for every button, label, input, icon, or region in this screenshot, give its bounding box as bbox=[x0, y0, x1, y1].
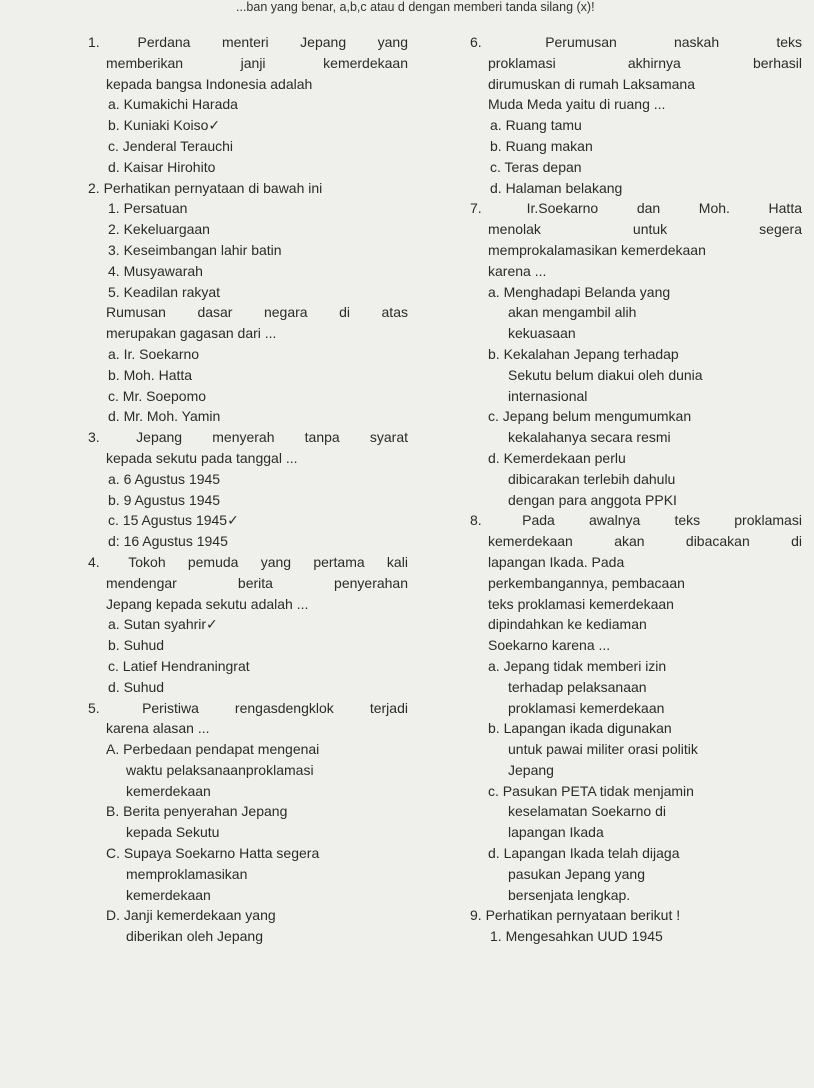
question-line: merupakan gagasan dari ... bbox=[106, 325, 277, 342]
option-line: keselamatan Soekarno di bbox=[508, 803, 666, 820]
word: Tokoh bbox=[128, 553, 166, 570]
word: di bbox=[339, 304, 350, 321]
option-line: untuk pawai militer orasi politik bbox=[508, 741, 698, 758]
option-line: a. Jepang tidak memberi izin bbox=[488, 657, 667, 674]
word: dan bbox=[636, 200, 661, 217]
statement-item: 5. Keadilan rakyat bbox=[108, 283, 221, 300]
option-a[interactable]: a. Ruang tamu bbox=[490, 117, 582, 134]
word: tanpa bbox=[304, 429, 340, 446]
question-line: kepada sekutu pada tanggal ... bbox=[106, 449, 298, 466]
option-line: memproklamasikan bbox=[126, 865, 248, 882]
word: janji bbox=[240, 54, 266, 71]
word: memberikan bbox=[106, 54, 184, 71]
option-line: kepada Sekutu bbox=[126, 824, 220, 841]
option-line: A. Perbedaan pendapat mengenai bbox=[106, 741, 320, 758]
option-d[interactable]: d. Mr. Moh. Yamin bbox=[108, 408, 221, 425]
left-column bbox=[88, 32, 408, 947]
word: dibacakan bbox=[685, 533, 750, 550]
option-d[interactable]: d. Suhud bbox=[108, 678, 165, 695]
word: kemerdekaan bbox=[323, 54, 408, 71]
word: akhirnya bbox=[627, 54, 681, 71]
option-line: terhadap pelaksanaan bbox=[508, 678, 647, 695]
option-line: lapangan Ikada bbox=[508, 824, 604, 841]
option-line: kekuasaan bbox=[508, 325, 576, 342]
question-line: Jepang kepada sekutu adalah ... bbox=[106, 595, 309, 612]
option-line: pasukan Jepang yang bbox=[508, 865, 645, 882]
option-b[interactable]: b. 9 Agustus 1945 bbox=[108, 491, 221, 508]
option-line: d. Lapangan Ikada telah dijaga bbox=[488, 845, 680, 862]
word: Pada bbox=[522, 512, 555, 529]
statement-item: 1. Mengesahkan UUD 1945 bbox=[490, 928, 663, 945]
question-line: 7. Ir.Soekarno dan Moh. Hatta bbox=[488, 198, 802, 219]
question-line: 2. Perhatikan pernyataan di bawah ini bbox=[88, 179, 323, 196]
question-6 bbox=[470, 32, 802, 198]
question-2-continued bbox=[88, 302, 408, 344]
question-6-text bbox=[470, 32, 802, 115]
question-5-text bbox=[88, 698, 408, 740]
option-b[interactable] bbox=[470, 718, 802, 780]
question-line bbox=[488, 53, 802, 74]
question-line: 4. Tokoh pemuda yang pertama kali bbox=[106, 552, 408, 573]
question-2 bbox=[88, 178, 408, 428]
question-line: memprokalamasikan kemerdekaan bbox=[488, 241, 706, 258]
question-4-text bbox=[88, 552, 408, 614]
word: di bbox=[791, 533, 802, 550]
option-d[interactable]: d. Halaman belakang bbox=[490, 179, 623, 196]
question-line: 8. Pada awalnya teks proklamasi bbox=[488, 510, 802, 531]
word: akan bbox=[614, 533, 645, 550]
option-line: diberikan oleh Jepang bbox=[126, 928, 263, 945]
question-line: 1. Perdana menteri Jepang yang bbox=[106, 32, 408, 53]
question-line: 6. Perumusan naskah teks bbox=[488, 32, 802, 53]
option-d[interactable] bbox=[88, 905, 408, 947]
option-c[interactable] bbox=[470, 781, 802, 843]
question-1 bbox=[88, 32, 408, 178]
option-line: bersenjata lengkap. bbox=[508, 886, 631, 903]
right-column bbox=[470, 32, 802, 947]
question-2-text bbox=[88, 178, 408, 199]
word: untuk bbox=[632, 221, 668, 238]
option-b[interactable] bbox=[470, 344, 802, 406]
statement-item: 2. Kekeluargaan bbox=[108, 221, 210, 238]
word: rengasdengklok bbox=[234, 699, 334, 716]
option-a[interactable] bbox=[470, 656, 802, 718]
option-c[interactable]: c. Teras depan bbox=[490, 158, 582, 175]
option-line: C. Supaya Soekarno Hatta segera bbox=[106, 845, 320, 862]
question-9 bbox=[470, 905, 802, 947]
option-c[interactable] bbox=[470, 406, 802, 448]
word: Peristiwa bbox=[142, 699, 199, 716]
word: naskah bbox=[673, 34, 720, 50]
word: menyerah bbox=[212, 429, 275, 446]
option-line: kekalahanya secara resmi bbox=[508, 429, 671, 446]
option-line: a. Menghadapi Belanda yang bbox=[488, 283, 671, 300]
option-line: internasional bbox=[508, 387, 588, 404]
option-c[interactable]: c. 15 Agustus 1945✓ bbox=[108, 512, 239, 529]
option-a[interactable]: a. 6 Agustus 1945 bbox=[108, 470, 221, 487]
word: kali bbox=[386, 553, 408, 570]
word: berita bbox=[237, 574, 273, 591]
option-line: kemerdekaan bbox=[126, 886, 211, 903]
option-d[interactable] bbox=[470, 843, 802, 905]
question-1-text bbox=[88, 32, 408, 94]
option-d[interactable]: d: 16 Agustus 1945 bbox=[108, 533, 228, 550]
option-line: b. Lapangan ikada digunakan bbox=[488, 720, 672, 737]
option-b[interactable]: b. Kuniaki Koiso✓ bbox=[108, 117, 221, 134]
word: segera bbox=[759, 221, 802, 238]
question-line: kepada bangsa Indonesia adalah bbox=[106, 75, 313, 92]
option-c[interactable]: c. Mr. Soepomo bbox=[108, 387, 207, 404]
question-line: teks proklamasi kemerdekaan bbox=[488, 595, 674, 612]
option-line: dibicarakan terlebih dahulu bbox=[508, 470, 676, 487]
question-line: karena alasan ... bbox=[106, 720, 210, 737]
option-b[interactable]: b. Ruang makan bbox=[490, 137, 593, 154]
option-line: b. Kekalahan Jepang terhadap bbox=[488, 345, 679, 362]
question-line bbox=[106, 573, 408, 594]
option-line: proklamasi kemerdekaan bbox=[508, 699, 665, 716]
question-line: 9. Perhatikan pernyataan berikut ! bbox=[470, 907, 681, 924]
option-b[interactable]: b. Suhud bbox=[108, 637, 165, 654]
word: kemerdekaan bbox=[488, 533, 573, 550]
option-a[interactable]: a. Ir. Soekarno bbox=[108, 345, 200, 362]
word: Moh. bbox=[698, 200, 730, 217]
option-line: c. Jepang belum mengumumkan bbox=[488, 408, 692, 425]
question-5 bbox=[88, 698, 408, 948]
word: dasar bbox=[197, 304, 233, 321]
word: pertama bbox=[313, 553, 365, 570]
word: mendengar bbox=[106, 574, 177, 591]
word: negara bbox=[263, 304, 308, 321]
question-line: dipindahkan ke kediaman bbox=[488, 616, 647, 633]
question-9-text bbox=[470, 905, 802, 926]
option-line: B. Berita penyerahan Jepang bbox=[106, 803, 288, 820]
word: proklamasi bbox=[734, 512, 802, 529]
question-line: 5. Peristiwa rengasdengklok terjadi bbox=[106, 698, 408, 719]
word: syarat bbox=[369, 429, 408, 446]
option-line: dengan para anggota PPKI bbox=[508, 491, 677, 508]
question-line bbox=[488, 219, 802, 240]
question-4 bbox=[88, 552, 408, 698]
question-line bbox=[106, 302, 408, 323]
word: Jepang bbox=[300, 34, 347, 50]
word: pemuda bbox=[187, 553, 239, 570]
word: Rumusan bbox=[106, 304, 166, 321]
word: Jepang bbox=[136, 429, 183, 446]
question-line bbox=[488, 531, 802, 552]
option-a[interactable]: a. Kumakichi Harada bbox=[108, 96, 238, 113]
question-line: Muda Meda yaitu di ruang ... bbox=[488, 96, 666, 113]
option-line: Jepang bbox=[508, 761, 554, 778]
word: atas bbox=[381, 304, 408, 321]
option-line: D. Janji kemerdekaan yang bbox=[106, 907, 276, 924]
question-line: dirumuskan di rumah Laksamana bbox=[488, 75, 695, 92]
statement-item: 1. Persatuan bbox=[108, 200, 188, 217]
statement-item: 4. Musyawarah bbox=[108, 262, 203, 279]
option-line: akan mengambil alih bbox=[508, 304, 637, 321]
question-line bbox=[106, 53, 408, 74]
word: Perdana bbox=[137, 34, 191, 50]
word: menolak bbox=[488, 221, 541, 238]
word: Ir.Soekarno bbox=[526, 200, 599, 217]
option-b[interactable]: b. Moh. Hatta bbox=[108, 366, 193, 383]
word: teks bbox=[776, 34, 802, 50]
option-c[interactable]: c. Latief Hendraningrat bbox=[108, 657, 250, 674]
statement-item: 3. Keseimbangan lahir batin bbox=[108, 241, 282, 258]
option-a[interactable] bbox=[470, 282, 802, 344]
option-line: c. Pasukan PETA tidak menjamin bbox=[488, 782, 694, 799]
question-8-text bbox=[470, 510, 802, 656]
question-8 bbox=[470, 510, 802, 905]
question-3 bbox=[88, 427, 408, 552]
word: terjadi bbox=[369, 699, 408, 716]
question-line: Soekarno karena ... bbox=[488, 637, 611, 654]
word: proklamasi bbox=[488, 54, 556, 71]
option-line: kemerdekaan bbox=[126, 782, 211, 799]
question-line: lapangan Ikada. Pada bbox=[488, 553, 625, 570]
word: yang bbox=[377, 34, 408, 50]
question-7 bbox=[470, 198, 802, 510]
word: berhasil bbox=[752, 54, 802, 71]
question-line: karena ... bbox=[488, 262, 547, 279]
option-b[interactable] bbox=[88, 801, 408, 843]
option-line: waktu pelaksanaanproklamasi bbox=[126, 761, 314, 778]
word: teks bbox=[674, 512, 701, 529]
option-a[interactable]: a. Sutan syahrir✓ bbox=[108, 616, 218, 633]
question-3-text bbox=[88, 427, 408, 469]
word: penyerahan bbox=[334, 574, 408, 591]
word: awalnya bbox=[588, 512, 641, 529]
option-c[interactable]: c. Jenderal Terauchi bbox=[108, 137, 234, 154]
question-line: perkembangannya, pembacaan bbox=[488, 574, 685, 591]
option-line: d. Kemerdekaan perlu bbox=[488, 449, 626, 466]
word: yang bbox=[260, 553, 292, 570]
question-line: 3. Jepang menyerah tanpa syarat bbox=[106, 427, 408, 448]
option-d[interactable]: d. Kaisar Hirohito bbox=[108, 158, 216, 175]
option-line: Sekutu belum diakui oleh dunia bbox=[508, 366, 703, 383]
word: menteri bbox=[221, 34, 269, 50]
option-d[interactable] bbox=[470, 448, 802, 510]
option-a[interactable] bbox=[88, 739, 408, 801]
word: Hatta bbox=[768, 200, 802, 217]
word: Perumusan bbox=[545, 34, 617, 50]
question-7-text bbox=[470, 198, 802, 281]
instruction-header: ...ban yang benar, a,b,c atau d dengan memberi tanda silang (x)! bbox=[236, 0, 595, 14]
option-c[interactable] bbox=[88, 843, 408, 905]
